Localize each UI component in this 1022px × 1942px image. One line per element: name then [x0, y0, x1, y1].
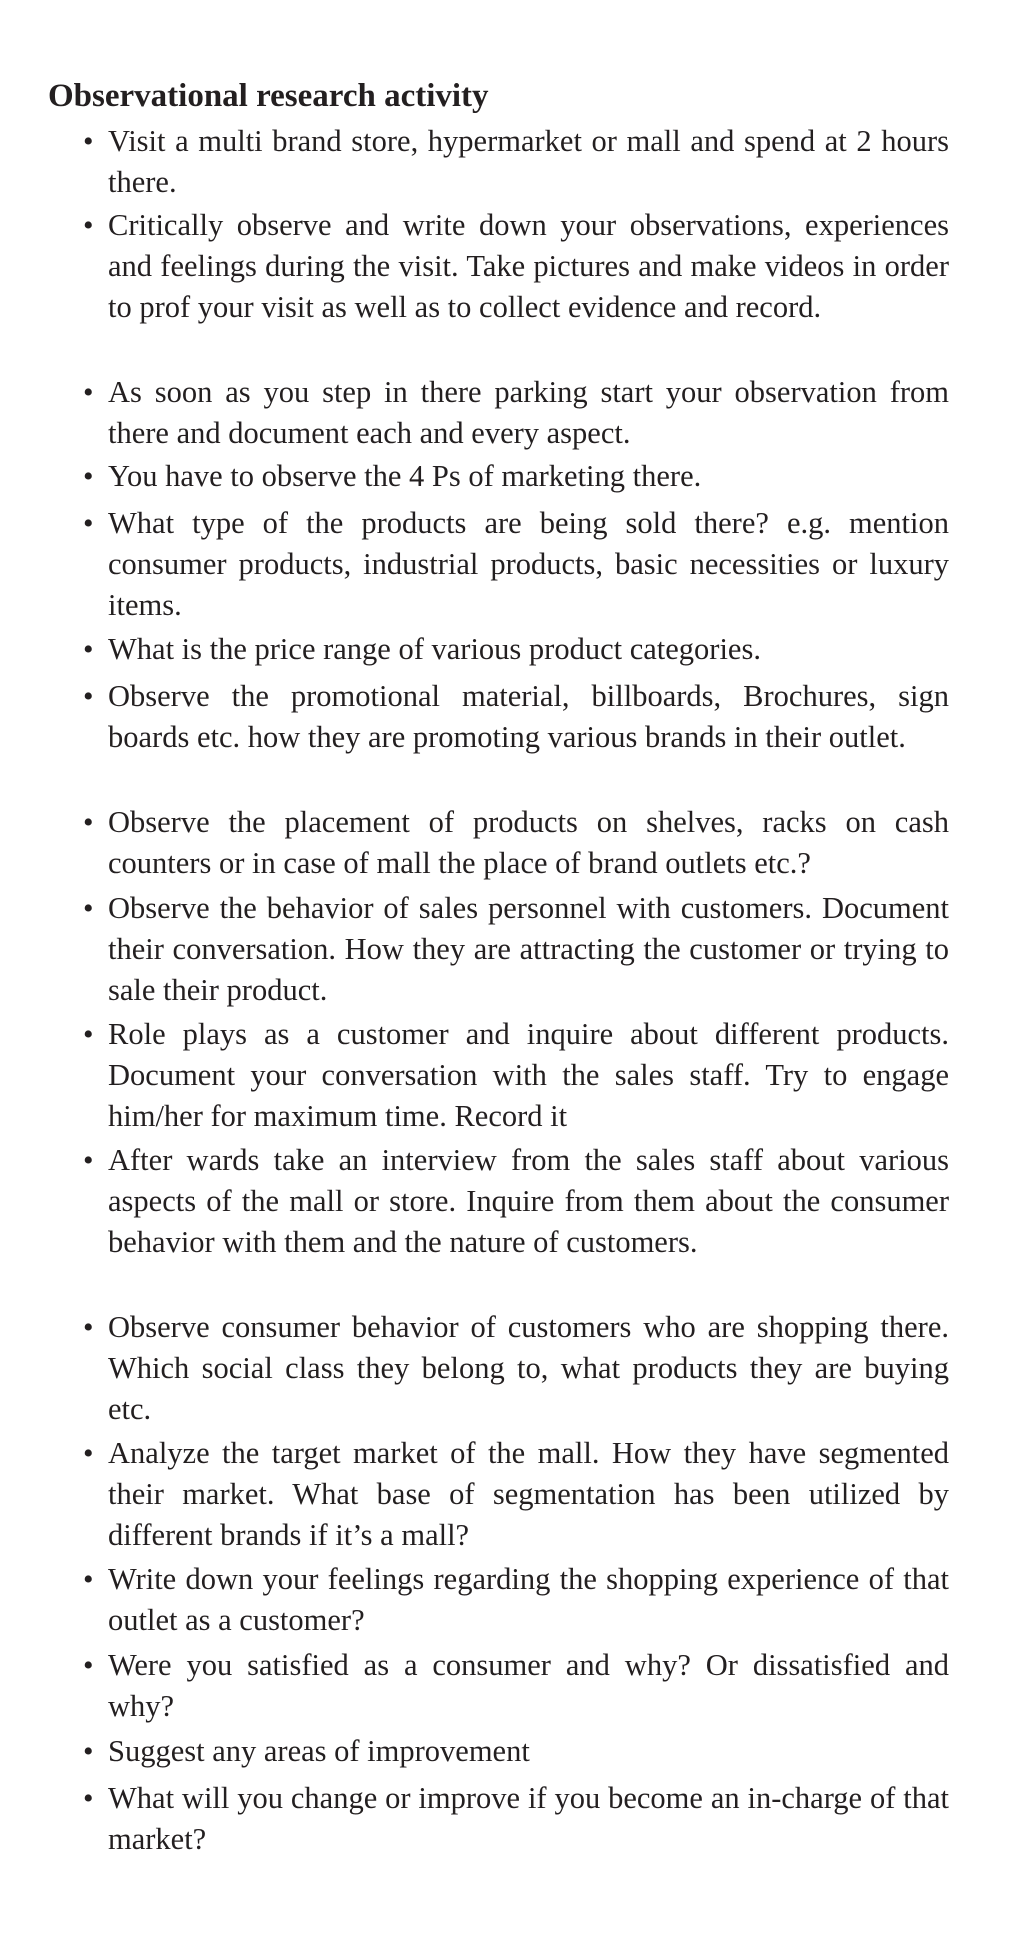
bullet-icon: •	[83, 892, 94, 925]
list-item-text: Observe the placement of products on shelves, racks on cash counters or in case of mall the place of brand outlets etc.?	[108, 805, 949, 880]
bullet-icon: •	[83, 507, 94, 540]
list-item	[83, 888, 949, 1011]
list-item-text: Visit a multi brand store, hypermarket or mall and spend at 2 hours there.	[108, 124, 949, 199]
bullet-icon: •	[83, 1311, 94, 1344]
bullet-icon: •	[83, 460, 94, 493]
list-item-text: As soon as you step in there parking start your observation from there and document each and every aspect.	[108, 375, 949, 450]
list-item	[83, 1731, 949, 1772]
bullet-icon: •	[83, 1437, 94, 1470]
bullet-icon: •	[83, 1649, 94, 1682]
bullet-icon: •	[83, 806, 94, 839]
list-item	[83, 1645, 949, 1727]
list-item	[83, 802, 949, 884]
list-item-text: Write down your feelings regarding the shopping experience of that outlet as a customer?	[108, 1562, 949, 1637]
list-item	[83, 372, 949, 454]
list-item-text: You have to observe the 4 Ps of marketing there.	[108, 459, 702, 493]
list-item-text: What will you change or improve if you become an in-charge of that market?	[108, 1781, 949, 1856]
bullet-icon: •	[83, 1735, 94, 1768]
list-item	[83, 503, 949, 626]
bullet-icon: •	[83, 1018, 94, 1051]
list-item	[83, 121, 949, 203]
bullet-icon: •	[83, 1563, 94, 1596]
bullet-icon: •	[83, 125, 94, 158]
list-item	[83, 676, 949, 758]
list-item	[83, 1778, 949, 1860]
bullet-icon: •	[83, 1782, 94, 1815]
list-item-text: Observe the behavior of sales personnel with customers. Document their conversation. How they are attracting the customer or trying to sale their product.	[108, 891, 949, 1007]
list-item-text: After wards take an interview from the sales staff about various aspects of the mall or store. Inquire from them about the consumer behavior with them and the nature of customers.	[108, 1143, 949, 1259]
list-item-text: Were you satisfied as a consumer and why? Or dissatisfied and why?	[108, 1648, 949, 1723]
list-item	[83, 629, 949, 670]
list-item	[83, 1140, 949, 1263]
list-item-text: What type of the products are being sold there? e.g. mention consumer products, industrial products, basic necessities or luxury items.	[108, 506, 949, 622]
list-item-text: Observe the promotional material, billboards, Brochures, sign boards etc. how they are promoting various brands in their outlet.	[108, 679, 949, 754]
bullet-icon: •	[83, 680, 94, 713]
list-item-text: Analyze the target market of the mall. How they have segmented their market. What base of segmentation has been utilized by different brands if it’s a mall?	[108, 1436, 949, 1552]
list-item-text: Critically observe and write down your observations, experiences and feelings during the visit. Take pictures and make videos in order to prof your visit as well as to collect evidence and record.	[108, 208, 949, 324]
bullet-icon: •	[83, 1144, 94, 1177]
list-item	[83, 1433, 949, 1556]
list-item	[83, 1014, 949, 1137]
list-item	[83, 205, 949, 328]
bullet-icon: •	[83, 633, 94, 666]
list-item-text: Role plays as a customer and inquire about different products. Document your conversation with the sales staff. Try to engage him/her for maximum time. Record it	[108, 1017, 949, 1133]
list-item-text: Suggest any areas of improvement	[108, 1734, 530, 1768]
bullet-icon: •	[83, 376, 94, 409]
page-title: Observational research activity	[48, 78, 489, 114]
list-item	[83, 1559, 949, 1641]
list-item	[83, 456, 949, 497]
list-item-text: What is the price range of various product categories.	[108, 632, 761, 666]
list-item	[83, 1307, 949, 1430]
bullet-icon: •	[83, 209, 94, 242]
list-item-text: Observe consumer behavior of customers who are shopping there. Which social class they belong to, what products they are buying etc.	[108, 1310, 949, 1426]
